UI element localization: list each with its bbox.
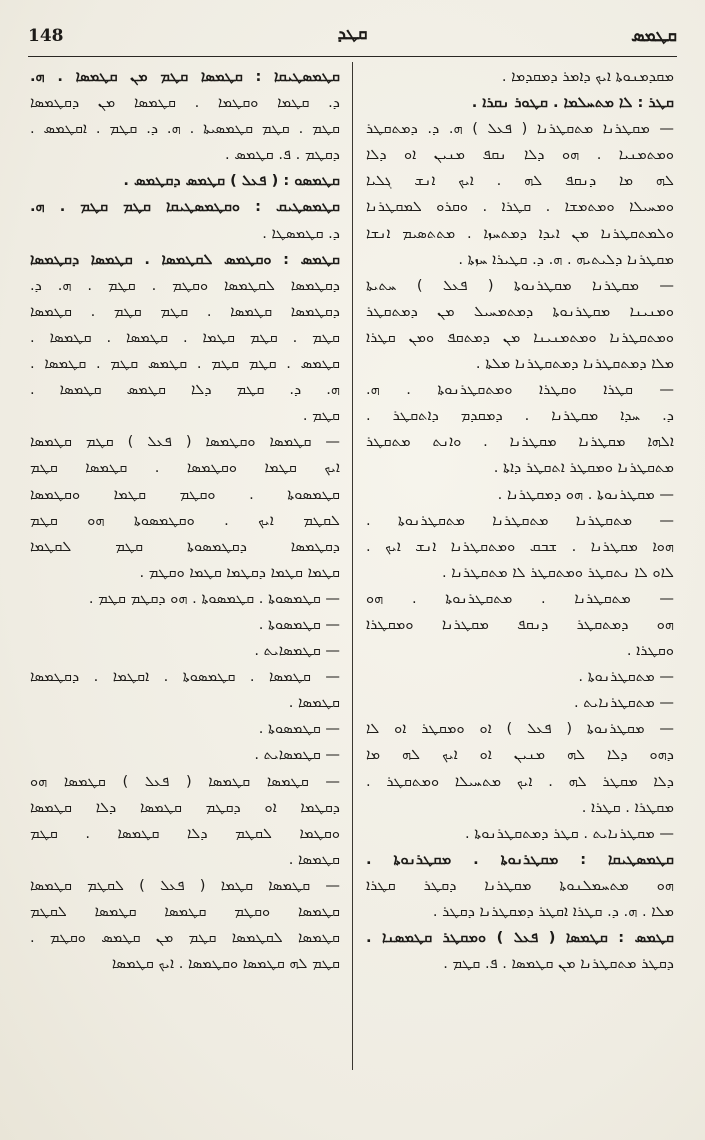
text-line: — ܩܛܡܣܐܝܬ .	[254, 642, 340, 660]
column-divider	[352, 62, 353, 1070]
running-head-center: ܩܛܕ	[337, 24, 368, 44]
text-line: ܩܛܪ : ܠܐ ܡܬܚܠܡܐ . ܩܛܘܪ ܢܩܪܐ .	[471, 94, 674, 112]
text-line: ܕ. ܩܛܡܣܛܐ .	[262, 224, 340, 242]
text-line: — ܩܛܡܣܐܝܬ .	[254, 746, 340, 764]
text-line: ܩܛܡܣܘܬܐ . ܘܩܛܡ ܩܛܡܐ ܘܩܛܡܣܐ	[30, 485, 340, 503]
text-line: ܩܛܡ ܠܗ ܩܛܡܣܐ ܘܩܛܡܣܐ . ܐܝܟ ܩܛܡܣܐ	[111, 955, 340, 973]
text-line: ܘܡܬܡܢܝܐ . ܗܘ ܕܠܐ ܢܩܦ ܡܢܝܢ ܐܘ ܕܠܐ	[366, 146, 674, 164]
text-line: ܐܝܟ ܩܛܡܐ ܘܩܛܡܣܐ . ܩܛܡܣܐ ܩܛܡ	[30, 459, 340, 477]
text-line: ܩܛܡܣܛܝܩܐ : ܡܩܛܪܢܘܬܐ . ܡܩܛܪܢܘܬܐ .	[366, 850, 674, 868]
page-header	[28, 20, 677, 50]
text-line: ܡܠܐ . ܗ. ܕ. ܩܛܪܐ ܐܩܛܪ ܕܡܩܛܪܢܐ ܕܩܛܪ .	[432, 903, 674, 920]
text-line: ܩܛܡܣܐ .	[288, 850, 340, 868]
text-line: — ܡܬܩܛܪܢܘܬܐ .	[578, 668, 674, 686]
text-line: ܘܠܡܬܩܛܪܢܐ ܡܢ ܐܝܕܐ ܕܡܬܚܙܐ . ܡܬܬܣܝܡ ܐܢܫܐ	[366, 224, 674, 242]
text-line: ܠܩܛܡ ܐܝܟ . ܘܩܛܡܣܘܬܐ ܗܘ ܩܛܡ	[30, 511, 340, 529]
text-line: — ܡܬܩܛܪܢܐ . ܡܬܩܛܪܢܘܬܐ . ܗܘ	[366, 589, 674, 607]
text-line: ܐܠܗܐ ܡܩܛܪܢܐ ܡܩܛܪܢܐ . ܘܐܢܬ ܡܬܩܛܪ	[366, 433, 674, 451]
text-line: — ܩܛܡܣܐ ܩܛܡܣܐ ( ܦܥܠ ) ܩܛܡܣܐ ܗܘ	[30, 772, 340, 790]
text-line: ܩܛܡܣܐ ܠܩܛܡܣܐ ܩܛܡ ܡܢ ܩܛܡܣ ܘܩܛܡ .	[30, 929, 340, 947]
text-line: ܠܐܘ ܠܐ ܢܬܩܛܪ ܘܡܬܩܛܪ ܠܐ ܡܬܩܛܪܢܐ .	[441, 563, 674, 581]
text-line: ܘܩܛܪܐ .	[626, 642, 674, 660]
text-line: — ܡܩܛܪܢܐܝܬ . ܩܛܪ ܕܡܬܩܛܪܢܘܬܐ .	[464, 824, 674, 842]
text-line: ܕܩܛܡܣܐ ܠܩܛܡܣܐ ܘܩܛܡ . ܩܛܡ . ܗ. ܕ.	[30, 276, 340, 294]
text-line: ܠܗ ܡܐ ܕܢܩܦ ܠܗ . ܐܝܟ ܐܢܫ ܓܠܝܐ	[366, 172, 674, 190]
text-line: ܩܛܡܣܘ : ( ܦܥܠ ) ܩܛܡܣ ܕܩܛܡܣ .	[123, 172, 340, 190]
text-line: — ܡܬܩܛܪܢܐܝܬ .	[574, 694, 674, 712]
text-line: — ܡܩܛܪܢܐ ܡܬܩܛܪܢܐ ( ܦܥܠ ) ܗ. ܕ. ܕܡܬܩܛܪ	[366, 120, 674, 138]
text-line: ܕܩܛܪ ܡܬܩܛܪܢܐ ܡܢ ܩܛܡܣܐ . ܦ. ܩܛܡ .	[443, 955, 674, 973]
text-line: ܗܘܐ ܡܩܛܪܢܐ . ܫܒܩ ܘܡܬܩܛܪܢܐ ܐܢܫ ܐܝܟ .	[366, 537, 674, 555]
text-line: ܩܛܡܣ : ܩܛܡܣܐ ( ܦܥܠ ) ܘܡܩܛܪ ܩܛܡܣܢܐ .	[366, 929, 674, 947]
text-line: — ܩܛܪܐ ܘܩܛܪܐ ܘܡܬܩܛܪܢܘܬܐ . ܗ.	[366, 381, 674, 399]
header-rule	[28, 56, 677, 57]
text-line: ܘܡܚܝܠܐ ܘܡܬܡܫܐ . ܩܛܪܐ . ܘܩܪܘ ܠܡܩܛܪܢܐ	[366, 198, 674, 216]
text-line: — ܩܛܡܣܘܬܐ . ܩܛܡܣܘܬܐ . ܗܘ ܕܩܛܡ ܩܛܡ .	[88, 589, 340, 607]
text-line: ܡܬܩܛܪܢܐ ܘܡܩܛܪ ܐܬܩܛܪ ܕܐܬܐ .	[493, 459, 674, 477]
text-line: ܩܛܡ .	[302, 407, 340, 425]
text-line: ܩܛܡܣܐ .	[288, 694, 340, 712]
running-head-right: ܩܛܡܣ	[631, 26, 677, 46]
text-line: — ܡܩܛܪܢܘܬܐ . ܗܘ ܕܡܩܛܪܢܐ .	[497, 485, 674, 503]
text-line: ܗ. ܕ. ܩܛܡ ܕܠܐ ܩܛܡܣ ܩܛܡܣܐ .	[30, 381, 340, 399]
text-line: ܩܛܡܣܛܝܩ : ܘܩܛܡܣܛܝܩܐ ܩܛܡ ܩܛܡ . ܗ.	[30, 198, 340, 216]
text-line: — ܩܛܡܣܘܬܐ .	[258, 615, 340, 633]
text-line: — ܡܩܛܪܢܐ ܡܩܛܪܢܘܬܐ ( ܦܥܠ ) ܚܬܝܬܐ	[366, 276, 674, 294]
text-line: ܕܩܛܡܐ ܐܘ ܕܩܛܡ ܩܛܡܣܐ ܕܠܐ ܩܛܡܣܐ	[30, 798, 340, 816]
text-line: ܩܛܡܣ : ܘܩܛܡܣ ܠܩܛܡܣܐ . ܩܛܡܣܐ ܕܩܛܡܣܐ	[30, 250, 340, 268]
text-line: ܡܩܛܪܢܐ ܕܠܝܬܝܗ . ܗ. ܕ. ܩܛܝܪܐ ܚܙܬܐ .	[458, 250, 674, 268]
text-line: ܡܩܛܪܐ . ܩܛܪܐ .	[581, 798, 674, 816]
text-line: ܕ. ܩܛܡܐ ܘܩܛܡܐ . ܩܛܡܣܐ ܡܢ ܕܩܛܡܣܐ	[30, 94, 340, 112]
text-line: ܩܛܡܐ ܩܛܡܐ ܕܩܛܡܐ ܩܛܡܐ ܘܩܛܡ .	[139, 563, 340, 581]
right-column	[366, 64, 674, 1069]
text-line: ܩܛܡ . ܩܛܡ ܩܛܡܐ . ܩܛܡܣܐ . ܩܛܡܣܐ .	[30, 328, 340, 346]
text-line: ܡܠܐ ܕܡܬܩܛܪܢܐ ܕܡܬܩܛܪܢܐ ܡܠܬܐ .	[475, 355, 674, 373]
text-line: ܘܩܛܡܐ ܠܩܛܡ ܕܠܐ ܩܛܡܣܐ . ܩܛܡ	[30, 824, 340, 842]
text-line: ܘܡܬܩܛܪܢܐ ܘܡܬܡܢܝܢܐ ܡܢ ܕܡܬܩܦ ܘܡܢ ܩܛܪܐ	[366, 328, 674, 346]
text-line: ܕܩܛܡܣܐ ܩܛܡܣܐ . ܩܛܡ ܩܛܡ . ܩܛܡܣܐ	[30, 302, 340, 320]
text-line: — ܩܛܡܣܐ ܘܩܛܡܣܐ ( ܦܥܠ ) ܩܛܡ ܩܛܡܣܐ	[30, 433, 340, 451]
text-line: ܕܩܛܡ . ܦ. ܩܛܡܣ .	[225, 146, 340, 164]
text-line: ܕܠܐ ܡܩܛܪ ܠܗ . ܐܝܟ ܡܬܚܝܠܐ ܘܡܬܩܛܪ .	[366, 772, 674, 790]
text-line: — ܡܬܩܛܪܢܐ ܡܬܩܛܪܢܐ ܡܬܩܛܪܢܘܬܐ .	[366, 511, 674, 529]
text-line: ܘܡܢܝܢܐ ܡܩܛܪܢܘܬܐ ܕܡܬܡܚܝܠ ܡܢ ܕܡܬܩܛܪ	[366, 302, 674, 320]
page-number: 148	[28, 26, 64, 46]
text-line: — ܩܛܡܣܘܬܐ .	[258, 720, 340, 738]
text-line: ܩܛܡܣܛܝܩܐ : ܩܛܡܣܐ ܩܛܡ ܡܢ ܩܛܡܣܐ . ܗ.	[30, 68, 340, 85]
text-line: ܡܩܕܡܢܘܬܐ ܐܝܟ ܕܐܡܪ ܕܡܩܕܡܐ .	[501, 68, 674, 85]
text-line: — ܩܛܡܣܐ . ܩܛܡܣܘܬܐ . ܐܩܛܡܐ . ܕܩܛܡܣܐ	[30, 668, 340, 686]
text-line: — ܩܛܡܣܐ ܩܛܡܐ ( ܦܥܠ ) ܠܩܛܡ ܩܛܡܣܐ	[30, 876, 340, 894]
text-line: ܩܛܡ . ܩܛܡ ܩܛܡܣܝܬܐ . ܗ. ܕ. ܩܛܡ . ܐܩܛܡܣ .	[30, 120, 340, 138]
text-line: ܗܘ ܕܡܬܩܛܪ ܕܢܩܦ ܡܩܛܪܢܐ ܘܡܩܛܪܐ	[366, 615, 674, 633]
text-line: ܩܛܡܣ . ܩܛܡ ܩܛܡ . ܩܛܡܣ ܩܛܡ . ܩܛܡܣܐ .	[30, 355, 340, 373]
text-line: — ܡܩܛܪܢܘܬܐ ( ܦܥܠ ) ܐܘ ܘܡܩܛܪ ܐܘ ܠܐ	[366, 720, 674, 738]
text-line: ܕܩܛܡܣܐ ܕܩܛܡܣܘܬܐ ܩܛܡ ܠܩܛܡܐ	[30, 537, 340, 555]
text-line: ܩܛܡܣܐ ܘܩܛܡ ܩܛܡܣܐ ܩܛܡܣܐ ܠܩܛܡ	[30, 903, 340, 920]
text-line: ܗܘ ܡܬܚܡܠܢܘܬܐ ܡܩܛܪܢܐ ܕܩܛܪ ܩܛܪܐ	[366, 876, 674, 894]
left-column	[30, 64, 340, 1069]
text-line: ܕܗܘ ܕܠܐ ܠܗ ܡܢܝܢ ܐܘ ܐܝܟ ܠܗ ܡܐ	[366, 746, 674, 764]
text-line: ܕ. ܚܕܐ ܡܩܛܪܢܐ . ܕܡܩܕܡ ܕܐܬܩܛܪ .	[366, 407, 674, 425]
